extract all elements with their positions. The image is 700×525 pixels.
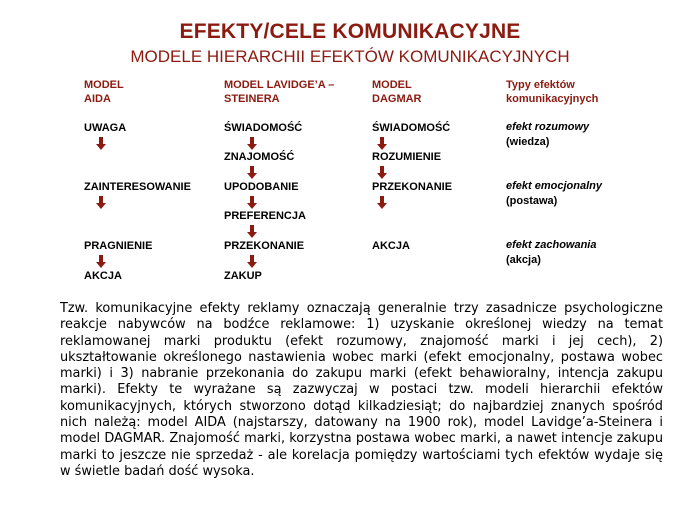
lavidge-step-conviction: PRZEKONANIE [224,240,305,252]
header-aida-line1: MODEL [84,79,124,91]
header-aida-line2: AIDA [84,93,111,105]
aida-step-attention: UWAGA [84,122,127,134]
dagmar-step-comprehension: ROZUMIENIE [372,151,442,163]
effect-type-emotional-note: (postawa) [506,195,558,207]
body-paragraph: Tzw. komunikacyjne efekty reklamy oznaczają generalnie trzy zasadnicze psychologiczne reakcje nabywców na bodźce reklamowe: 1) uzyskanie określonej wiedzy na temat reklamowanej marki produktu (efekt rozumowy, znajomość marki i jej cech), 2) ukształtowanie określonego nastawienia wobec marki (efekt emocjonalny, postawa wobec marki) i 3) nabranie przekonania do zakupu marki (efekt behawioralny, intencja zakupu marki). Efekty te wyrażane są zazwyczaj w postaci tzw. modeli hierarchii efektów komunikacyjnych, których stworzono dotąd kilkadziesiąt; do najbardziej znanych spośród nich należą: model AIDA (najstarszy, datowany na 1900 rok), model Lavidge’a-Steinera i model DAGMAR. Znajomość marki, korzystna postawa wobec marki, a nawet intencje zakupu marki to jeszcze nie sprzedaż - ale korelacja pomiędzy wartościami tych efektów wydaje się w świetle badań dość wysoka. [60,301,663,479]
down-arrow-icon [377,166,387,179]
down-arrow-icon [247,137,257,150]
header-types [506,78,598,106]
lavidge-step-liking: UPODOBANIE [224,181,299,193]
effect-type-cognitive-note: (wiedza) [506,136,550,148]
aida-step-desire: PRAGNIENIE [84,240,153,252]
down-arrow-icon [247,196,257,209]
lavidge-step-purchase: ZAKUP [224,270,262,282]
header-lavidge-line1: MODEL LAVIDGE’A – [224,79,335,91]
header-dagmar-line1: MODEL [372,79,412,91]
page-title: EFEKTY/CELE KOMUNIKACYJNE [179,20,521,43]
effect-type-emotional [506,179,602,209]
dagmar-step-awareness: ŚWIADOMOŚĆ [372,122,451,134]
effect-type-emotional-name: efekt emocjonalny [506,180,602,192]
effect-type-behavioral-note: (akcja) [506,254,541,266]
aida-step-action: AKCJA [84,270,122,282]
effect-type-cognitive-name: efekt rozumowy [506,121,590,133]
header-types-line1: Typy efektów [506,79,575,91]
down-arrow-icon [377,137,387,150]
header-lavidge-line2: STEINERA [224,93,280,105]
aida-step-interest: ZAINTERESOWANIE [84,181,191,193]
header-dagmar-line2: DAGMAR [372,93,422,105]
down-arrow-icon [96,196,106,209]
down-arrow-icon [247,225,257,238]
lavidge-step-knowledge: ZNAJOMOŚĆ [224,151,295,163]
dagmar-step-conviction: PRZEKONANIE [372,181,453,193]
effect-type-behavioral [506,238,596,268]
lavidge-step-preference: PREFERENCJA [224,210,306,222]
header-aida [84,78,124,106]
effect-type-behavioral-name: efekt zachowania [506,239,597,251]
effect-type-cognitive [506,120,589,150]
down-arrow-icon [247,255,257,268]
down-arrow-icon [377,196,387,209]
lavidge-step-awareness: ŚWIADOMOŚĆ [224,122,303,134]
header-types-line2: komunikacyjnych [506,93,599,105]
header-lavidge [224,78,334,106]
down-arrow-icon [96,137,106,150]
header-dagmar [372,78,422,106]
down-arrow-icon [96,255,106,268]
dagmar-step-action: AKCJA [372,240,410,252]
down-arrow-icon [247,166,257,179]
page-subtitle: MODELE HIERARCHII EFEKTÓW KOMUNIKACYJNYCH [130,47,570,66]
